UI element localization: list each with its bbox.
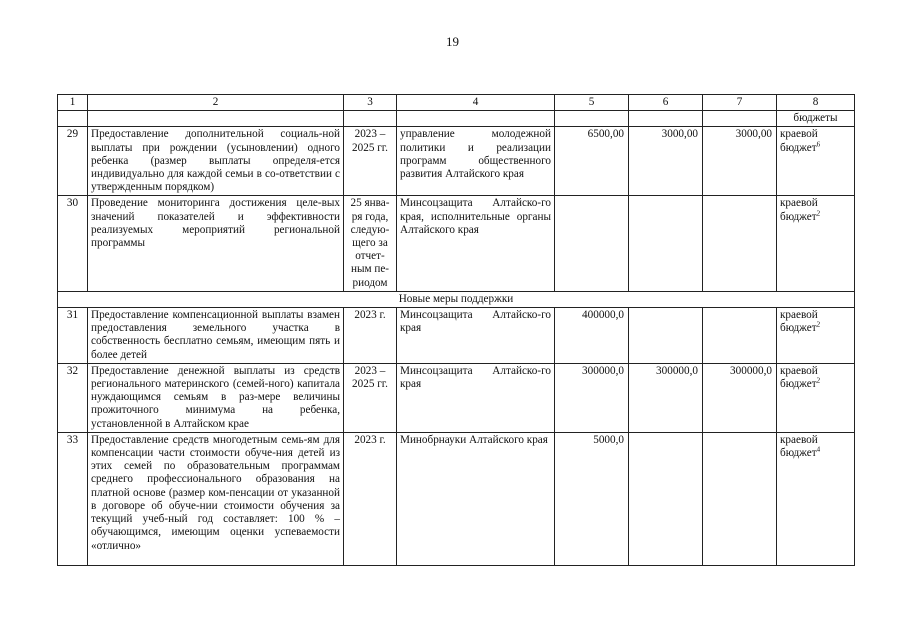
measure-description: Предоставление дополнительной социаль-ной выплаты при рождении (усыновлении) одного ребенка (размер выплаты определя-ется индивидуально для каждой семьи в со-ответствии с утвержденным порядком) xyxy=(88,127,344,196)
header-cell: 5 xyxy=(555,95,629,111)
table-row xyxy=(58,196,855,291)
footnote-marker: 6 xyxy=(816,139,821,148)
amount-2023: 400000,0 xyxy=(555,308,629,364)
amount-2024 xyxy=(629,196,703,291)
executor: управление молодежной политики и реализации программ общественного развития Алтайского края xyxy=(397,127,555,196)
amount-2024 xyxy=(629,308,703,364)
amount-2025: 300000,0 xyxy=(703,363,777,432)
amount-2023: 6500,00 xyxy=(555,127,629,196)
carry-over-row xyxy=(58,111,855,127)
amount-2025 xyxy=(703,432,777,565)
funding-source-text: краевой бюджет xyxy=(780,197,818,223)
term: 2023 – 2025 гг. xyxy=(344,127,397,196)
table-row xyxy=(58,308,855,364)
row-number: 33 xyxy=(58,432,88,565)
table-row xyxy=(58,363,855,432)
measure-description: Предоставление денежной выплаты из средств регионального материнского (семей-ного) капитала нуждающимся семьям в раз-мере величины прожиточного минимума на ребенка, установленной в Алтайском крае xyxy=(88,363,344,432)
amount-2023 xyxy=(555,196,629,291)
carry-over-source: бюджеты xyxy=(777,111,855,127)
amount-2023: 5000,0 xyxy=(555,432,629,565)
header-cell: 4 xyxy=(397,95,555,111)
funding-source xyxy=(777,308,855,364)
footnote-marker: 2 xyxy=(816,376,821,385)
term: 2023 г. xyxy=(344,432,397,565)
header-cell: 6 xyxy=(629,95,703,111)
measures-table xyxy=(57,94,855,566)
section-title: Новые меры поддержки xyxy=(58,291,855,307)
amount-2023: 300000,0 xyxy=(555,363,629,432)
footnote-marker: 2 xyxy=(816,320,821,329)
header-cell: 1 xyxy=(58,95,88,111)
funding-source-text: краевой бюджет xyxy=(780,128,818,154)
funding-source xyxy=(777,363,855,432)
funding-source xyxy=(777,196,855,291)
footnote-marker: 2 xyxy=(816,208,821,217)
funding-source-text: краевой бюджет xyxy=(780,433,818,460)
funding-source xyxy=(777,127,855,196)
table-row xyxy=(58,127,855,196)
header-cell: 3 xyxy=(344,95,397,111)
header-row xyxy=(58,95,855,111)
header-cell: 7 xyxy=(703,95,777,111)
measure-description: Предоставление компенсационной выплаты взамен предоставления земельного участка в собственность бесплатно семьям, имеющим пять и более детей xyxy=(88,308,344,364)
page-number: 19 xyxy=(446,34,459,49)
footnote-marker: 4 xyxy=(816,445,821,454)
measure-description: Проведение мониторинга достижения целе-вых значений показателей и эффективности реализуемых мероприятий региональной программы xyxy=(88,196,344,291)
header-cell: 2 xyxy=(88,95,344,111)
header-cell: 8 xyxy=(777,95,855,111)
funding-source xyxy=(777,432,855,565)
executor: Минобрнауки Алтайского края xyxy=(397,432,555,565)
amount-2024: 3000,00 xyxy=(629,127,703,196)
funding-source-text: краевой бюджет xyxy=(780,309,818,335)
row-number: 30 xyxy=(58,196,88,291)
section-row xyxy=(58,291,855,307)
amount-2024 xyxy=(629,432,703,565)
row-number: 32 xyxy=(58,363,88,432)
term: 25 янва-ря года, следую-щего за отчет-ным пе-риодом xyxy=(344,196,397,291)
amount-2025 xyxy=(703,308,777,364)
row-number: 29 xyxy=(58,127,88,196)
term: 2023 – 2025 гг. xyxy=(344,363,397,432)
executor: Минсоцзащита Алтайско-го края xyxy=(397,308,555,364)
executor: Минсоцзащита Алтайско-го края xyxy=(397,363,555,432)
term: 2023 г. xyxy=(344,308,397,364)
row-number: 31 xyxy=(58,308,88,364)
measure-description: Предоставление средств многодетным семь-ям для компенсации части стоимости обуче-ния детей из этих семей по образовательным программам среднего профессионального образования на платной основе (размер ком-пенсации от указанной в договоре об обуче-нии стоимости обучения за текущий учеб-ный год составляет: 100 % – обучающимся, имеющим оценки успеваемости «отлично» xyxy=(88,432,344,565)
funding-source-text: краевой бюджет xyxy=(780,364,818,391)
amount-2025 xyxy=(703,196,777,291)
executor: Минсоцзащита Алтайско-го края, исполнительные органы Алтайского края xyxy=(397,196,555,291)
amount-2024: 300000,0 xyxy=(629,363,703,432)
table-row xyxy=(58,432,855,565)
amount-2025: 3000,00 xyxy=(703,127,777,196)
